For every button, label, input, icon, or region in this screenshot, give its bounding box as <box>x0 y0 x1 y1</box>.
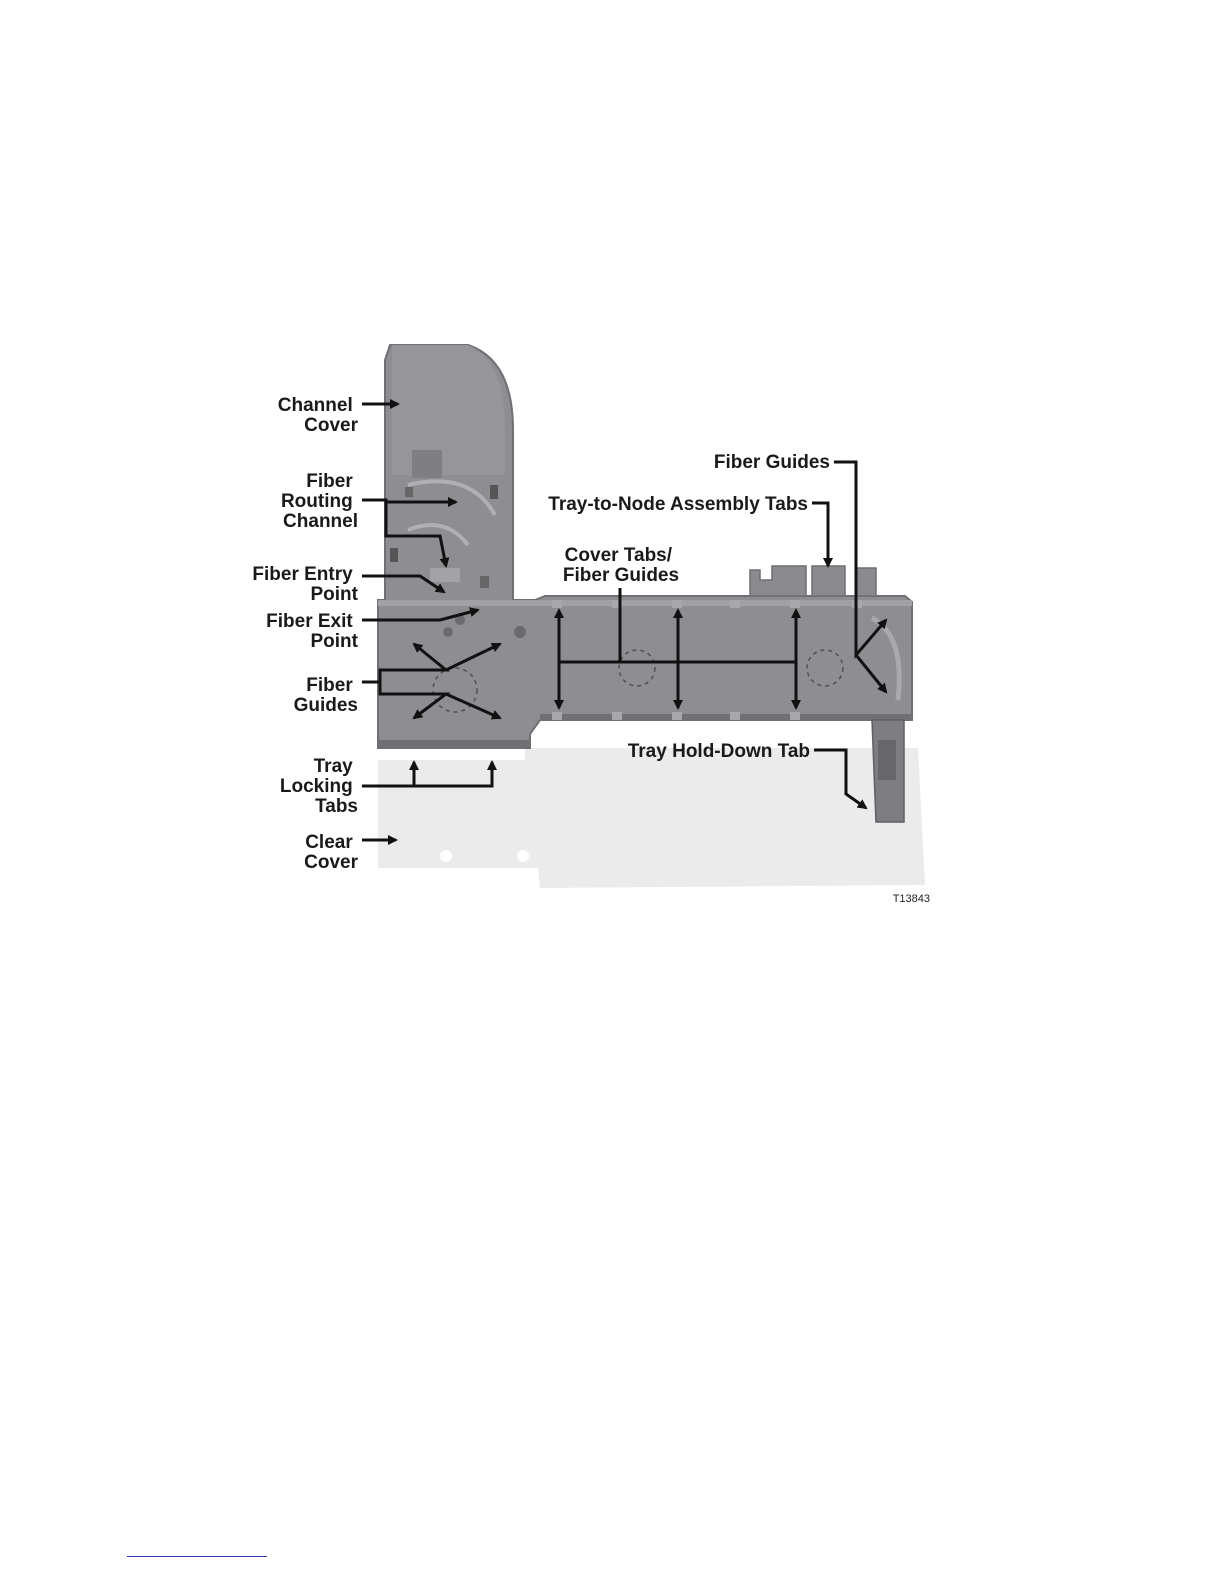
clear-cover-hole <box>517 850 529 862</box>
tray-rim <box>540 714 912 720</box>
label-fiber-guides-left <box>294 675 358 716</box>
label-line: Fiber Guides <box>562 565 680 586</box>
routing-slot <box>490 485 498 499</box>
tray-post <box>443 627 453 637</box>
tray-post <box>514 626 526 638</box>
label-tray-hold-down-tab: Tray Hold-Down Tab <box>627 741 810 762</box>
label-channel-cover <box>278 395 359 436</box>
label-clear-cover <box>304 832 358 873</box>
clear-cover-hole <box>440 850 452 862</box>
label-cover-tabs <box>563 545 679 586</box>
figure-id: T13843 <box>892 893 930 905</box>
clear-cover-shape <box>378 748 925 888</box>
fiber-entry-block <box>430 568 460 582</box>
channel-cover-lip <box>412 450 442 478</box>
label-line: Clear <box>305 832 353 853</box>
label-line: Guides <box>293 695 358 716</box>
routing-slot <box>480 576 489 588</box>
label-line: Routing <box>280 491 353 512</box>
label-fiber-exit-point <box>266 611 359 652</box>
label-line: Channel <box>283 511 358 532</box>
label-tray-to-node-tabs: Tray-to-Node Assembly Tabs <box>548 494 808 515</box>
label-line: Fiber Exit <box>266 611 353 632</box>
label-line: Locking <box>279 776 353 797</box>
label-line: Tray <box>313 756 353 777</box>
routing-slot <box>405 487 413 497</box>
label-line: Channel <box>277 395 353 416</box>
tray-rim <box>378 740 530 748</box>
tray-rim <box>378 600 912 606</box>
routing-slot <box>390 548 398 562</box>
label-line: Fiber <box>306 471 353 492</box>
hold-down-slot <box>878 740 896 780</box>
footnote-rule <box>127 1556 267 1557</box>
label-tray-locking-tabs <box>280 756 358 817</box>
label-line: Cover Tabs/ <box>564 545 673 566</box>
label-line: Cover <box>304 852 358 873</box>
label-line: Fiber <box>306 675 353 696</box>
label-line: Cover <box>304 415 358 436</box>
channel-cover-panel <box>392 345 505 475</box>
label-line: Tabs <box>315 796 358 817</box>
label-fiber-routing-channel <box>281 471 358 532</box>
label-fiber-guides-right: Fiber Guides <box>713 452 830 473</box>
label-line: Point <box>310 631 358 652</box>
label-line: Point <box>310 584 358 605</box>
label-line: Fiber Entry <box>252 564 353 585</box>
label-fiber-entry-point <box>252 564 358 605</box>
